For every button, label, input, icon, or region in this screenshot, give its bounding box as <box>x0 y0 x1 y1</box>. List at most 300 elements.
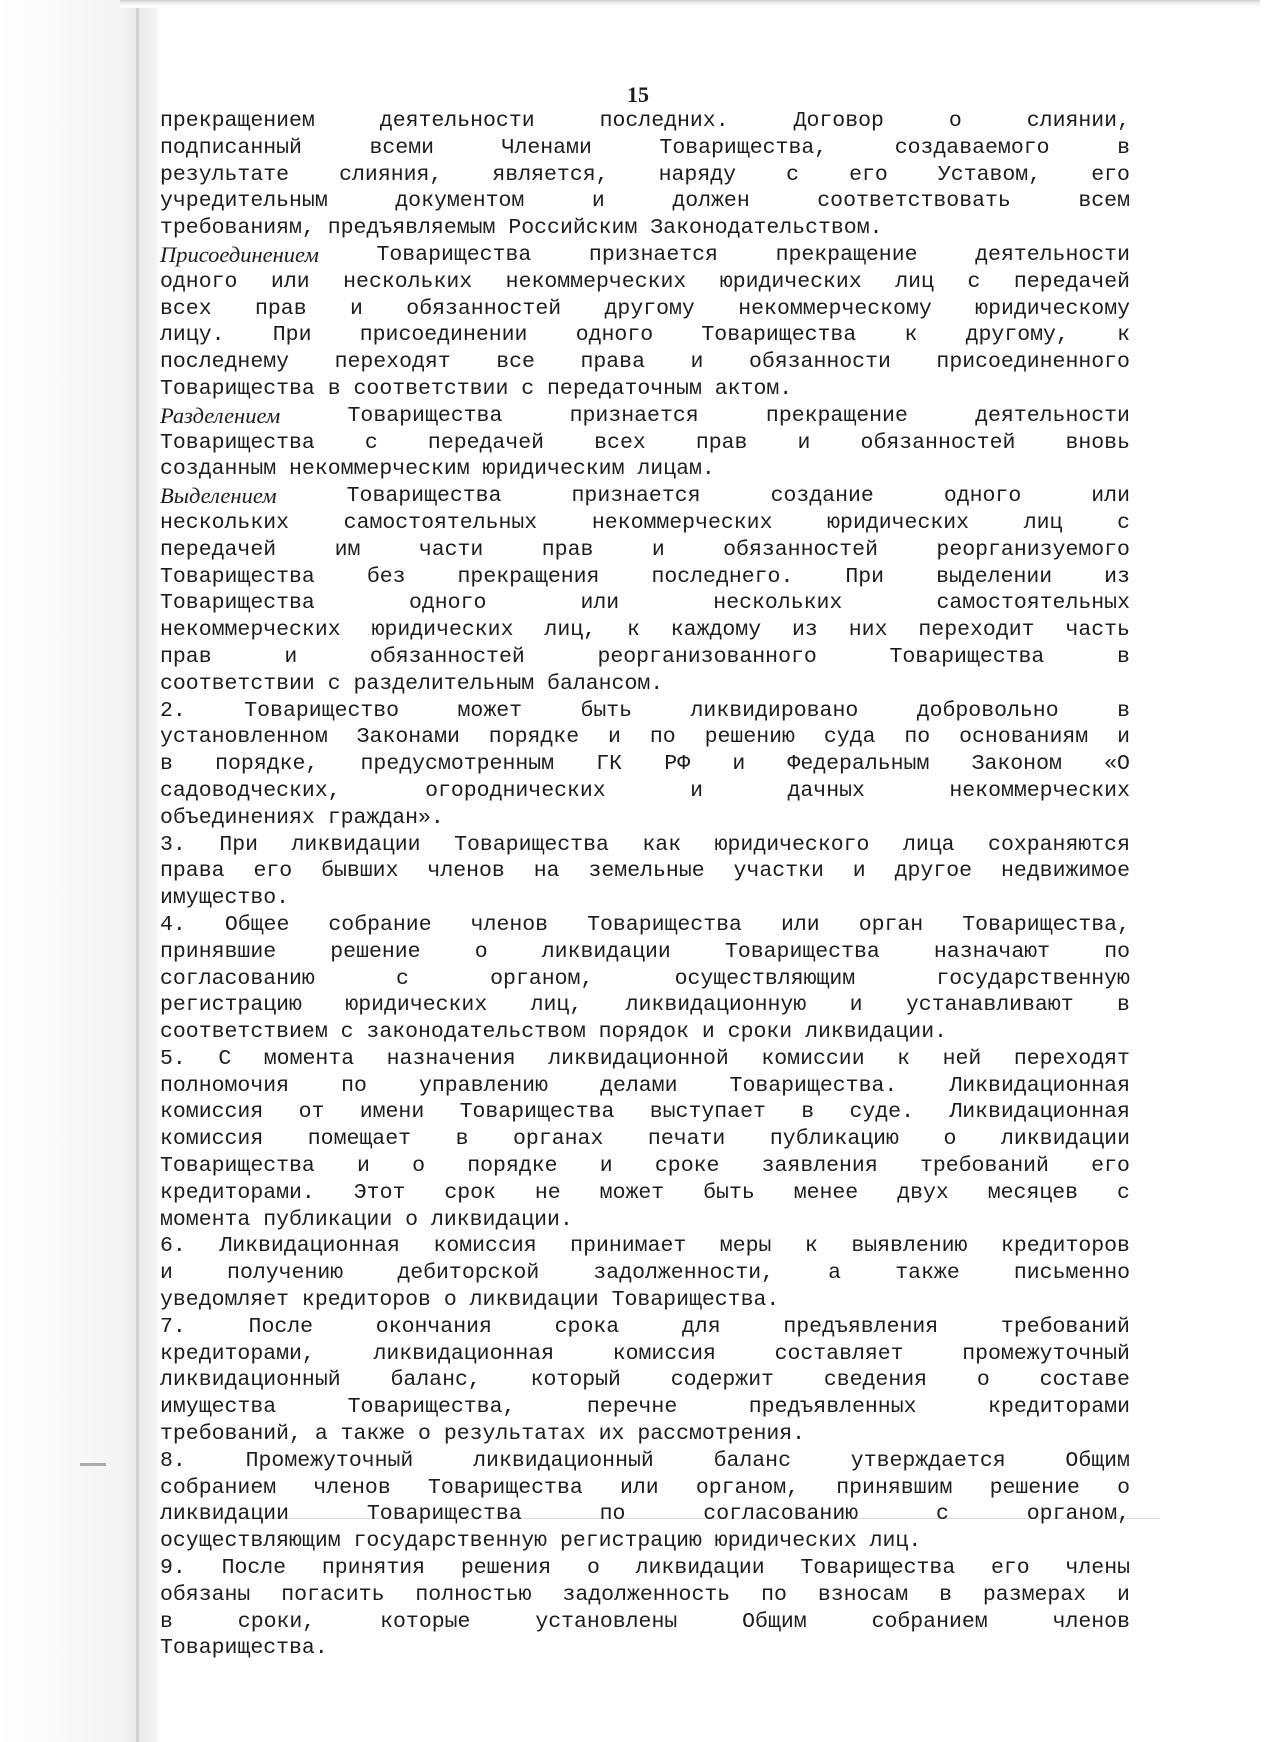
word: лиц, <box>530 993 583 1018</box>
word: одного <box>575 323 654 348</box>
text-line <box>160 1099 1130 1126</box>
word: При <box>219 832 259 857</box>
word: При <box>272 323 312 348</box>
word: учредительным <box>160 189 328 214</box>
text-line <box>160 966 1130 993</box>
word: Ликвидационная <box>949 1100 1130 1125</box>
text-line <box>160 537 1130 564</box>
word: лиц, <box>544 618 597 643</box>
word: устанавливают <box>905 993 1074 1018</box>
word: его <box>1091 1154 1130 1179</box>
word: Товарищества <box>800 1556 956 1581</box>
word: о <box>443 1288 457 1313</box>
word: или <box>580 591 620 616</box>
word: Товарищества, <box>659 135 828 160</box>
word: сроки, <box>237 1609 316 1634</box>
word: и <box>849 993 863 1018</box>
word: из <box>792 618 818 643</box>
word: для <box>681 1314 721 1339</box>
word: ликвидации <box>160 1502 290 1527</box>
word: признается <box>588 242 718 267</box>
word: Товарищества <box>366 1502 522 1527</box>
word: порядке <box>488 725 580 750</box>
word: размерах <box>982 1582 1087 1607</box>
text-line <box>160 269 1130 296</box>
text-line <box>160 858 1130 885</box>
word: Товарищества <box>459 1100 615 1125</box>
word: и <box>797 430 811 455</box>
word: имени <box>359 1100 425 1125</box>
word: части <box>418 537 484 562</box>
word: результатах <box>443 1422 586 1447</box>
word: без <box>366 564 406 589</box>
word: ликвидационная <box>373 1341 555 1366</box>
word: прав <box>695 430 748 455</box>
word: бывших <box>321 859 399 884</box>
word: Законами <box>356 725 460 750</box>
scan-margin-mark <box>80 1463 106 1466</box>
word: некоммерческих <box>949 778 1130 803</box>
text-line <box>160 322 1130 349</box>
word: и <box>852 859 866 884</box>
word: С <box>218 1046 232 1071</box>
word: ней <box>942 1046 982 1071</box>
word: ликвидации <box>635 1556 765 1581</box>
word: осуществляющим <box>160 1529 341 1554</box>
defined-term: Присоединением <box>160 241 319 267</box>
word: Федеральным <box>787 752 930 777</box>
text-line <box>160 564 1130 591</box>
word: «О <box>1104 752 1130 777</box>
word: всех <box>160 296 212 321</box>
word: юридических <box>719 269 862 294</box>
word: одного <box>408 591 487 616</box>
text-line <box>160 349 1130 376</box>
word: Товарищества <box>587 912 742 937</box>
word: делами <box>600 1073 678 1098</box>
word: и <box>608 725 621 750</box>
word: в <box>1117 993 1130 1018</box>
word: и <box>1117 725 1130 750</box>
word: наряду <box>658 162 737 187</box>
text-line <box>160 912 1130 939</box>
word: документом <box>395 189 525 214</box>
word: регистрацию <box>559 1529 702 1554</box>
word: от <box>298 1100 325 1125</box>
word: с <box>340 1020 354 1045</box>
word: выступает <box>649 1100 766 1125</box>
word: Ликвидационная <box>949 1073 1130 1098</box>
word: в <box>801 1100 815 1125</box>
text-line <box>160 778 1130 805</box>
word: с <box>936 1502 949 1527</box>
word: кредиторами <box>988 1395 1130 1420</box>
word: Общим <box>742 1609 807 1634</box>
word: задолженности, <box>593 1261 775 1286</box>
word: Российским <box>508 216 638 241</box>
word: последнему <box>160 350 290 375</box>
word: всех <box>594 430 646 455</box>
word: окончания <box>375 1314 492 1339</box>
word: Законом <box>971 752 1062 777</box>
text-line <box>160 1126 1130 1153</box>
word: с <box>327 671 341 696</box>
word: ликвидационную <box>625 993 807 1018</box>
word: результате <box>160 162 290 187</box>
word: комиссия <box>160 1100 264 1125</box>
word: задолженность <box>562 1582 731 1607</box>
word: передачей <box>427 430 545 455</box>
text-line <box>160 751 1130 778</box>
word: органом, <box>695 1475 800 1500</box>
word: погасить <box>281 1582 385 1607</box>
text-line <box>160 1287 1130 1314</box>
word: После <box>221 1556 287 1581</box>
word: сохраняются <box>988 832 1130 857</box>
word: комиссии <box>761 1046 865 1071</box>
text-line <box>160 885 1130 912</box>
word: содержит <box>670 1368 774 1393</box>
word: Товарищества <box>160 430 315 455</box>
word: с <box>967 269 981 294</box>
word: члены <box>1065 1556 1130 1581</box>
word: в <box>455 1127 469 1152</box>
word: юридического <box>714 832 870 857</box>
word: дебиторской <box>397 1261 540 1286</box>
word: и <box>160 1261 173 1286</box>
word: лицу. <box>160 323 225 348</box>
word: Уставом, <box>937 162 1042 187</box>
word: его <box>849 162 888 187</box>
word: основаниям <box>959 725 1089 750</box>
word: с <box>786 162 800 187</box>
word: быть <box>580 698 633 723</box>
word: соответствием <box>160 1020 328 1045</box>
word: по <box>341 1073 367 1098</box>
word: по <box>761 1582 787 1607</box>
word: баланс, <box>390 1368 481 1393</box>
word: 2. <box>160 698 186 723</box>
word: по <box>1104 939 1130 964</box>
word: 5. <box>160 1046 186 1071</box>
word: реорганизованного <box>597 644 817 669</box>
word: садоводческих, <box>160 778 341 803</box>
text-line <box>160 1233 1130 1260</box>
word: требований <box>919 1154 1049 1179</box>
word: 6. <box>160 1234 186 1259</box>
word: по <box>904 725 931 750</box>
word: лиц. <box>869 1529 922 1554</box>
word: 7. <box>160 1314 186 1339</box>
word: Промежуточный <box>245 1448 414 1473</box>
text-line <box>160 1314 1130 1341</box>
word: Товарищества, <box>962 912 1130 937</box>
text-line <box>160 215 1130 242</box>
word: собрание <box>328 912 432 937</box>
word: о <box>943 1127 957 1152</box>
word: них <box>848 618 888 643</box>
word: соответствии <box>353 376 509 401</box>
word: регистрацию <box>160 993 302 1018</box>
text-line <box>160 108 1130 135</box>
word: печати <box>647 1127 726 1152</box>
word: назначения <box>386 1046 516 1071</box>
word: Товарищества <box>346 484 502 509</box>
word: сведения <box>823 1368 928 1393</box>
word: ликвидации <box>541 939 671 964</box>
word: часть <box>1065 618 1130 643</box>
word: и <box>1117 1582 1130 1607</box>
text-line <box>160 698 1130 725</box>
word: заявления <box>761 1154 878 1179</box>
text-line <box>160 1207 1130 1234</box>
word: в <box>327 376 341 401</box>
word: к <box>904 323 918 348</box>
page-number: 15 <box>627 82 649 107</box>
word: юридическому <box>975 296 1130 321</box>
word: также <box>895 1261 960 1286</box>
word: в <box>160 752 173 777</box>
text-line <box>160 992 1130 1019</box>
word: обязанностей <box>723 537 878 562</box>
word: переходит <box>918 618 1035 643</box>
word: полномочия <box>160 1073 290 1098</box>
word: актом. <box>714 376 793 401</box>
word: При <box>845 564 885 589</box>
text-line <box>160 1501 1130 1528</box>
text-line <box>160 242 1130 269</box>
word: или <box>619 1475 659 1500</box>
word: кредиторов <box>301 1288 431 1313</box>
word: лиц <box>1023 510 1063 535</box>
word: Товарищества <box>347 403 503 428</box>
word: и <box>701 1020 715 1045</box>
word: сроке <box>654 1154 720 1179</box>
word: его <box>991 1556 1030 1581</box>
word: членов <box>1052 1609 1130 1634</box>
word: огороднических <box>425 778 606 803</box>
word: установленном <box>160 725 328 750</box>
text-line <box>160 1555 1130 1582</box>
word: Товарищества <box>160 564 315 589</box>
word: кредиторов <box>1000 1234 1130 1259</box>
word: ликвидации. <box>805 1020 948 1045</box>
text-line <box>160 1475 1130 1502</box>
text-line <box>160 1153 1130 1180</box>
scan-binding-line <box>136 0 139 1742</box>
word: меры <box>719 1234 772 1259</box>
text-line <box>160 590 1130 617</box>
word: созданным <box>160 457 277 482</box>
word: порядке <box>467 1154 558 1179</box>
word: составляет <box>774 1341 904 1366</box>
word: его <box>253 859 293 884</box>
text-line <box>160 188 1130 215</box>
word: их <box>598 1422 625 1447</box>
word: деятельности <box>975 242 1130 267</box>
word: с <box>396 966 409 991</box>
word: о <box>418 1422 431 1447</box>
text-line <box>160 403 1130 430</box>
word: членов <box>427 859 505 884</box>
word: Товарищества <box>376 242 532 267</box>
word: и <box>599 1154 613 1179</box>
word: момента <box>263 1046 355 1071</box>
word: реорганизуемого <box>936 537 1130 562</box>
word: каждому <box>670 618 762 643</box>
word: требованиям, <box>160 216 315 241</box>
word: предъявляемым <box>327 216 496 241</box>
word: некоммерческим <box>289 457 470 482</box>
word: балансом. <box>547 671 664 696</box>
word: с <box>364 430 378 455</box>
word: требований <box>1000 1314 1130 1339</box>
text-line <box>160 296 1130 323</box>
word: прекращения <box>457 564 600 589</box>
word: выделении <box>936 564 1053 589</box>
word: Общим <box>1065 1448 1130 1473</box>
word: баланс <box>713 1448 791 1473</box>
word: предусмотренным <box>360 752 555 777</box>
word: быть <box>703 1180 755 1205</box>
word: другому, <box>965 323 1069 348</box>
word: менее <box>793 1180 859 1205</box>
word: Товарищества. <box>611 1288 780 1313</box>
word: 8. <box>160 1448 186 1473</box>
word: прав <box>160 644 212 669</box>
word: Договор <box>793 109 884 133</box>
word: Общее <box>224 912 290 937</box>
word: признается <box>569 403 699 428</box>
word: собранием <box>871 1609 988 1634</box>
word: о <box>1117 1475 1130 1500</box>
word: к <box>897 1046 911 1071</box>
word: некоммерческому <box>738 296 932 321</box>
word: им <box>334 537 361 562</box>
word: суде. <box>849 1100 914 1125</box>
word: согласованию <box>160 966 315 991</box>
text-line <box>160 510 1130 537</box>
text-line <box>160 832 1130 859</box>
word: земельные <box>588 859 705 884</box>
text-line <box>160 1019 1130 1046</box>
word: в <box>1117 135 1130 160</box>
word: всеми <box>369 135 434 160</box>
text-line <box>160 430 1130 457</box>
word: о <box>412 1154 426 1179</box>
word: разделительным <box>353 671 535 696</box>
word: законодательством <box>366 1020 586 1045</box>
word: решение <box>989 1475 1080 1500</box>
word: Товарищества <box>160 1154 315 1179</box>
word: юридическим <box>482 457 625 482</box>
word: может <box>457 698 523 723</box>
word: не <box>534 1180 561 1205</box>
word: и <box>284 644 298 669</box>
word: или <box>270 269 310 294</box>
word: членов <box>470 912 549 937</box>
word: имущества <box>160 1395 277 1420</box>
word: из <box>1104 564 1130 589</box>
word: на <box>533 859 560 884</box>
word: юридических <box>345 993 488 1018</box>
word: Товарищества <box>427 1475 583 1500</box>
word: кредиторами. <box>160 1180 315 1205</box>
word: обязанностей <box>369 644 525 669</box>
word: обязанностей <box>860 430 1016 455</box>
word: одного <box>160 269 238 294</box>
word: имущество. <box>160 886 290 911</box>
word: порядке, <box>215 752 319 777</box>
word: взносам <box>817 1582 909 1607</box>
word: принимает <box>570 1234 687 1259</box>
word: предъявленных <box>748 1395 917 1420</box>
word: срок <box>444 1180 496 1205</box>
word: последних. <box>599 109 729 133</box>
document-body <box>160 108 1130 1662</box>
word: лиц <box>895 269 934 294</box>
word: также <box>340 1422 406 1447</box>
word: в <box>939 1582 952 1607</box>
word: и <box>651 537 665 562</box>
word: ГК <box>596 752 623 777</box>
text-line <box>160 1528 1130 1555</box>
word: является, <box>492 162 609 187</box>
text-line <box>160 644 1130 671</box>
text-line <box>160 1367 1130 1394</box>
word: и <box>350 296 363 321</box>
word: граждан». <box>327 805 444 830</box>
word: Товарищества <box>889 644 1045 669</box>
word: принявшим <box>836 1475 953 1500</box>
word: или <box>780 912 820 937</box>
word: по <box>599 1502 626 1527</box>
word: органом, <box>1026 1502 1130 1527</box>
word: а <box>314 1422 328 1447</box>
word: передачей <box>1013 269 1130 294</box>
word: самостоятельных <box>343 510 538 535</box>
word: рассмотрения. <box>637 1422 806 1447</box>
word: публикацию <box>769 1127 899 1152</box>
word: и <box>591 189 605 214</box>
text-line <box>160 1046 1130 1073</box>
word: к <box>804 1234 818 1259</box>
text-line <box>160 1260 1130 1287</box>
word: обязанностей <box>406 296 562 321</box>
word: установлены <box>535 1609 678 1634</box>
word: Товарищества. <box>160 1636 328 1661</box>
word: ликвидационный <box>473 1448 654 1473</box>
word: лица <box>902 832 955 857</box>
word: одного <box>943 484 1022 509</box>
word: комиссия <box>612 1341 716 1366</box>
word: некоммерческих <box>505 269 687 294</box>
word: суда <box>823 725 876 750</box>
word: обязаны <box>160 1582 251 1607</box>
word: момента <box>160 1207 251 1232</box>
word: может <box>599 1180 665 1205</box>
word: переходят <box>334 350 451 375</box>
word: присоединении <box>359 323 528 348</box>
word: ликвидации <box>1000 1127 1130 1152</box>
word: уведомляет <box>160 1288 290 1313</box>
word: порядок <box>598 1020 689 1045</box>
word: Товарищества <box>724 939 880 964</box>
word: перечне <box>586 1395 678 1420</box>
word: государственную <box>936 966 1130 991</box>
word: полностью <box>415 1582 532 1607</box>
word: нескольких <box>160 510 290 535</box>
